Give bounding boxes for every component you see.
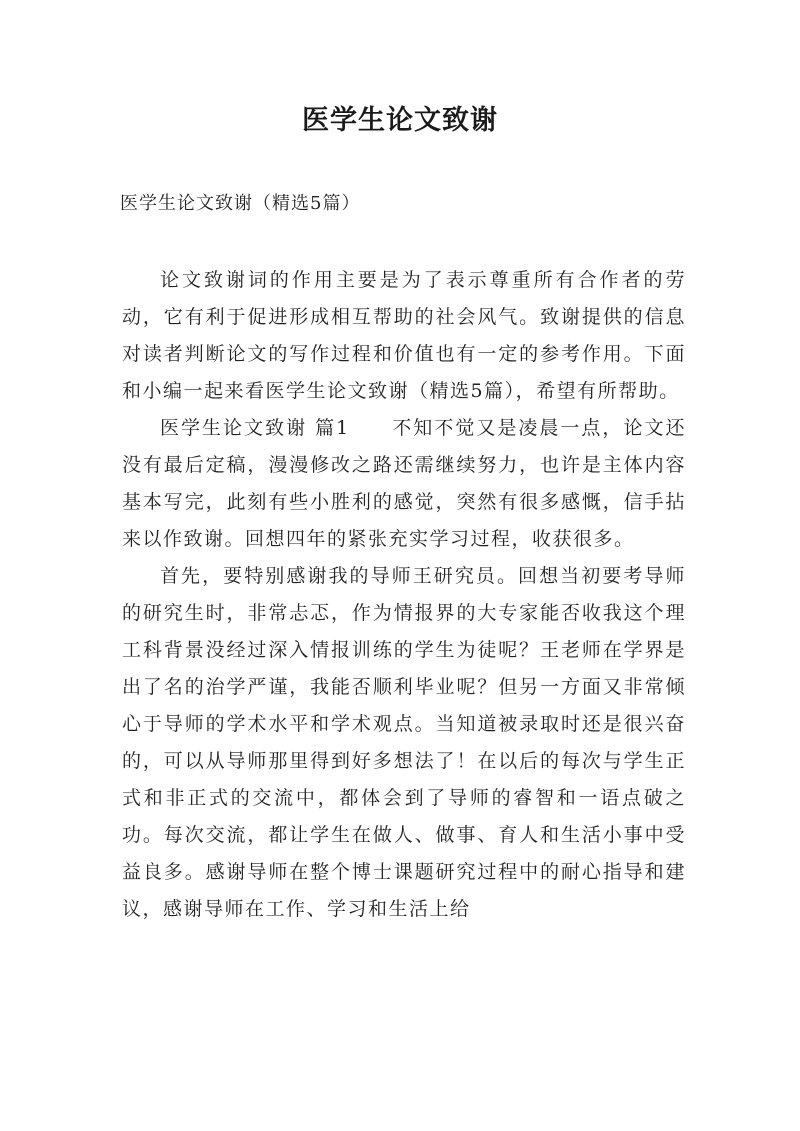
section1-text: 不知不觉又是凌晨一点，论文还没有最后定稿，漫漫修改之路还需继续努力，也许是主体内容基本写完，此刻有些小胜利的感觉，突然有很多感慨，信手拈来以作致谢。回想四年的紧张充实学习过程，收获很多。 bbox=[122, 417, 686, 550]
intro-paragraph: 论文致谢词的作用主要是为了表示尊重所有合作者的劳动，它有利于促进形成相互帮助的社会风气。致谢提供的信息对读者判断论文的写作过程和价值也有一定的参考作用。下面和小编一起来看医学生论文致谢（精选5篇），希望有所帮助。 bbox=[122, 269, 686, 402]
section1-paragraph bbox=[122, 410, 686, 558]
document-body bbox=[122, 262, 686, 928]
document-subtitle: 医学生论文致谢（精选5篇） bbox=[120, 193, 361, 214]
advisor-paragraph: 首先，要特别感谢我的导师王研究员。回想当初要考导师的研究生时，非常忐忑，作为情报界的大专家能否收我这个理工科背景没经过深入情报训练的学生为徒呢？王老师在学界是出了名的治学严谨，我能否顺利毕业呢？但另一方面又非常倾心于导师的学术水平和学术观点。当知道被录取时还是很兴奋的，可以从导师那里得到好多想法了！在以后的每次与学生正式和非正式的交流中，都体会到了导师的睿智和一语点破之功。每次交流，都让学生在做人、做事、育人和生活小事中受益良多。感谢导师在整个博士课题研究过程中的耐心指导和建议，感谢导师在工作、学习和生活上给 bbox=[122, 565, 686, 920]
document-title: 医学生论文致谢 bbox=[302, 105, 498, 136]
section1-heading: 医学生论文致谢 篇1 bbox=[160, 417, 350, 439]
